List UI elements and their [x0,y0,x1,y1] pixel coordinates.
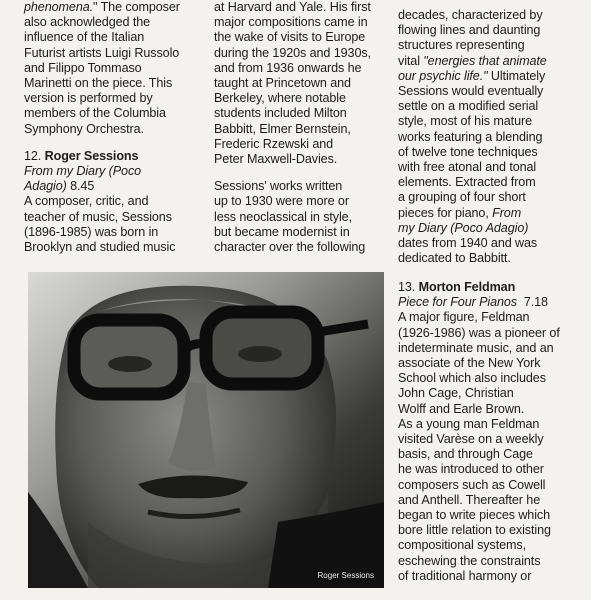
col3-line: flowing lines and daunting [398,23,541,38]
col2-paragraph-a [214,0,384,167]
col3-line: with free atonal and tonal [398,160,537,175]
col1-intro-text: also acknowledged the [24,15,151,30]
col3b-bio-line: School which also includes [398,371,546,386]
col3-pieces-pre: pieces for piano, [398,205,493,220]
column-3-feldman [398,280,573,584]
col3b-bio-line: associate of the New York [398,356,541,371]
col1-bio-paragraph [24,194,204,255]
col2-line: character over the following [214,240,366,255]
col1-intro-text: Symphony Orchestra. [24,121,144,136]
col1-intro-text: Marinetti on the piece. This [24,76,173,91]
col1-work-line2 [24,179,204,194]
col1-bio-line: Brooklyn and studied music [24,240,176,255]
col1-intro-paragraph [24,0,204,137]
col1-intro-line [24,46,204,61]
col1-bio-line: (1896-1985) was born in [24,224,159,239]
col2-line: Frederic Rzewski and [214,136,334,151]
col2-line: taught at Princetown and [214,76,351,91]
col3b-work-duration: 7.18 [523,295,548,310]
col1-intro-text: influence of the Italian [24,30,145,45]
col1-intro-text: and Filippo Tommaso [24,60,142,75]
col1-bio-line: A composer, critic, and [24,194,149,209]
col3-line: style, most of his mature [398,114,532,129]
col3-line: decades, characterized by [398,8,543,22]
col3b-bio-line: (1926-1986) was a pioneer of [398,325,560,340]
col1-intro-line [24,122,204,137]
col3-line [398,54,573,69]
col3-line [398,206,573,221]
col3b-bio-line: John Cage, Christian [398,386,514,401]
col1-intro-line [24,91,204,106]
col1-work-adagio: Adagio) [24,179,67,194]
col3b-bio-line: basis, and through Cage [398,447,533,462]
col3-line: dedicated to Babbitt. [398,251,511,266]
col3-rest-lines [398,84,573,206]
portrait-photo [28,272,384,588]
col1-intro-text: Futurist artists Luigi Russolo [24,45,180,60]
col1-intro-text: members of the Columbia [24,106,166,121]
col3b-heading-number: 13. [398,280,416,294]
col3-pieces-it: From [492,205,522,220]
col3b-bio-line: eschewing the constraints [398,553,541,568]
col3-line: settle on a modified serial [398,99,539,114]
col3b-bio-line: A major figure, Feldman [398,310,530,325]
col3b-bio-line: compositional systems, [398,538,526,553]
column-1 [24,0,204,255]
col3-quote-a: "energies that animate [423,53,547,68]
col3-line: a grouping of four short [398,190,526,205]
col3-line: Sessions would eventually [398,84,544,99]
col3-line [398,69,573,84]
col1-intro-line [24,76,204,91]
col1-intro-line [24,30,204,45]
col3b-bio-paragraph [398,310,573,584]
col1-bio-line: teacher of music, Sessions [24,209,172,224]
col3b-heading [398,280,573,295]
col3b-bio-line: began to write pieces which [398,508,551,523]
col3b-bio-line: visited Varèse on a weekly [398,432,544,447]
col3b-bio-line: and Anthell. Thereafter he [398,492,541,507]
col3b-bio-line: indeterminate music, and an [398,340,554,355]
col1-intro-line [24,61,204,76]
col1-intro-text: phenomena. [24,0,94,14]
col2-line: and from 1936 onwards he [214,60,362,75]
col3-line4-pre: vital [398,53,424,68]
col3-quote-b: our psychic life." [398,68,488,83]
col3-line: of twelve tone techniques [398,144,538,159]
col3b-bio-line: bore little relation to existing [398,523,551,538]
col3-line: structures representing [398,38,525,53]
col3b-bio-line: composers such as Cowell [398,477,546,492]
col2-line: Berkeley, where notable [214,91,346,106]
col3-line: works featuring a blending [398,129,543,144]
col3-diary-title: my Diary (Poco Adagio) [398,220,529,235]
col3-line5-post: Ultimately [487,68,546,83]
col3b-work-title: Piece for Four Pianos [398,295,517,310]
col2-line: up to 1930 were more or [214,194,349,209]
col2-line: at Harvard and Yale. His first [214,0,371,14]
col1-intro-line [24,106,204,121]
col1-work-line1: From my Diary (Poco [24,164,142,179]
col1-heading-name: Roger Sessions [44,148,139,163]
col2-paragraph-b [214,179,384,255]
col1-heading-number: 12. [24,148,42,163]
col3-line: dates from 1940 and was [398,236,538,251]
col3-line: elements. Extracted from [398,175,536,190]
col2-line: Sessions' works written [214,179,343,194]
col2-line: the wake of visits to Europe [214,30,366,45]
col1-intro-line [24,15,204,30]
col2-line: students included Milton [214,106,347,121]
col2-line: but became modernist in [214,224,350,239]
col3b-heading-name: Morton Feldman [418,280,516,294]
column-2 [214,0,384,255]
photo-caption: Roger Sessions [317,571,374,580]
col2-line: Peter Maxwell-Davies. [214,152,338,167]
col2-line: Babbitt, Elmer Bernstein, [214,121,351,136]
col1-intro-text: version is performed by [24,91,153,106]
col1-work-duration: 8.45 [70,179,95,194]
col3b-bio-line: Wolff and Earle Brown. [398,401,525,416]
column-3 [398,8,573,266]
col2-line: during the 1920s and 1930s, [214,45,371,60]
col1-intro-line [24,0,204,15]
col1-intro-rest: " The composer [93,0,180,14]
col1-heading [24,149,204,164]
col3b-work [398,295,573,310]
col3b-bio-line: he was introduced to other [398,462,544,477]
portrait-illustration [28,272,384,588]
col3b-bio-line: of traditional harmony or [398,568,532,583]
col2-line: less neoclassical in style, [214,209,352,224]
col3b-bio-line: As a young man Feldman [398,416,540,431]
col2-line: major compositions came in [214,15,368,30]
